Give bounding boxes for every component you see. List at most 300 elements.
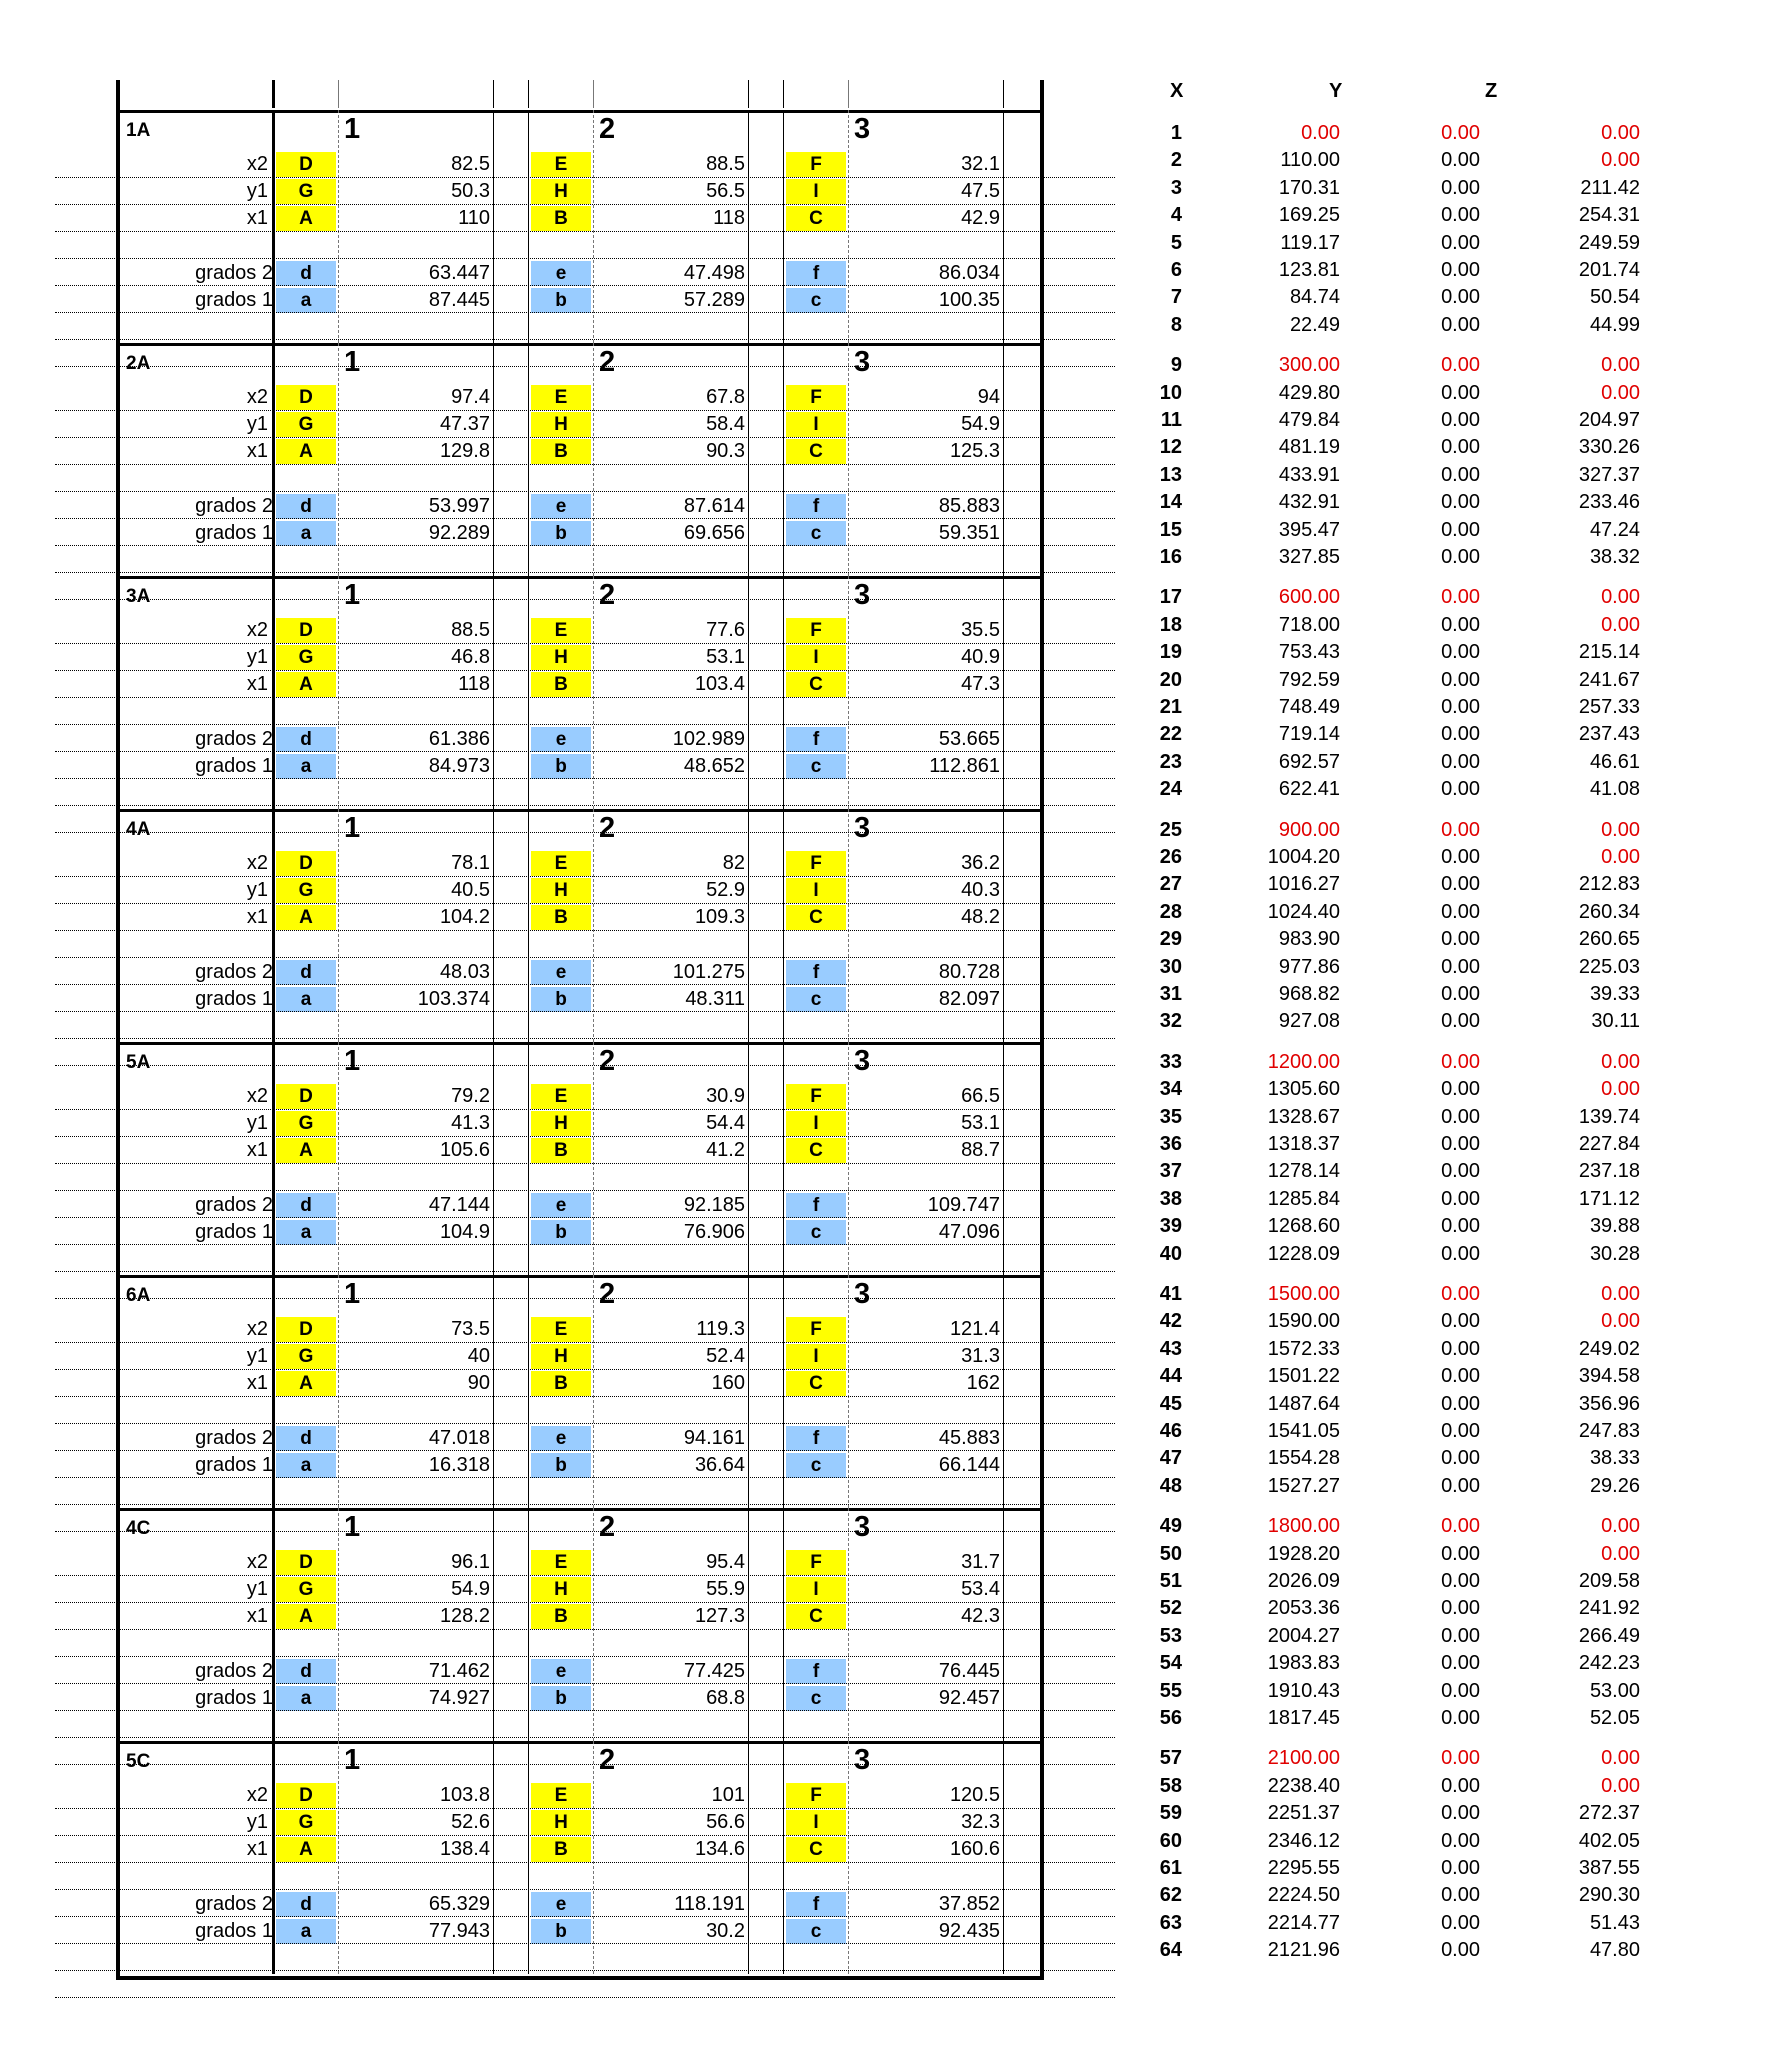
guide-line	[55, 1997, 1115, 1998]
cell-value: 128.2	[439, 1605, 490, 1627]
coord-row	[1120, 462, 1771, 489]
cell-value: 47.5	[961, 180, 1000, 202]
row-label: grados 2	[195, 1427, 273, 1449]
variable-letter: C	[786, 1604, 846, 1629]
point-index: 18	[1159, 613, 1182, 636]
point-index: 64	[1159, 1939, 1182, 1962]
guide-line	[55, 1011, 1115, 1012]
variable-letter: B	[531, 206, 591, 231]
variable-letter: I	[786, 1111, 846, 1136]
coord-x: 1200.00	[1267, 1050, 1340, 1073]
block-row	[118, 1452, 1043, 1479]
coord-y: 0.00	[1441, 1187, 1480, 1210]
coord-row	[1120, 1650, 1771, 1677]
row-label: grados 1	[195, 1454, 273, 1476]
coord-x: 977.86	[1278, 955, 1340, 978]
variable-letter: e	[531, 960, 591, 985]
cell-value: 48.311	[685, 988, 745, 1010]
group-number: 1	[344, 1278, 361, 1310]
point-index: 3	[1170, 176, 1182, 199]
cell-value: 52.4	[706, 1345, 745, 1367]
variable-letter: A	[276, 206, 336, 231]
variable-letter: D	[276, 1084, 336, 1109]
cell-value: 127.3	[694, 1605, 745, 1627]
coord-z: 0.00	[1601, 818, 1640, 841]
coord-row	[1120, 434, 1771, 461]
variable-letter: a	[276, 521, 336, 546]
group-number: 1	[344, 346, 361, 378]
coord-row	[1120, 1595, 1771, 1622]
data-block	[118, 1741, 1043, 1974]
coord-z: 204.97	[1578, 409, 1640, 431]
guide-line	[55, 1450, 1115, 1451]
bottom-border	[116, 1976, 1044, 1980]
variable-letter: B	[531, 1837, 591, 1862]
row-label: y1	[246, 1811, 268, 1833]
guide-line	[55, 724, 1115, 725]
block-row	[118, 1316, 1043, 1343]
row-label: x2	[246, 852, 268, 874]
block-row	[118, 1549, 1043, 1576]
point-index: 56	[1159, 1707, 1182, 1729]
header-column-line	[528, 80, 529, 108]
cell-value: 30.9	[706, 1085, 745, 1107]
coord-x: 300.00	[1278, 354, 1340, 377]
block-row	[118, 986, 1043, 1013]
point-index: 45	[1159, 1392, 1182, 1415]
block-top-line	[118, 1508, 1043, 1511]
coord-z: 233.46	[1578, 491, 1640, 514]
coord-row	[1120, 1008, 1771, 1035]
coord-y: 0.00	[1441, 1829, 1480, 1852]
coord-y: 0.00	[1441, 778, 1480, 801]
header-column-line	[748, 80, 749, 108]
variable-letter: H	[531, 179, 591, 204]
variable-letter: a	[276, 754, 336, 779]
coord-y: 0.00	[1441, 1283, 1480, 1305]
coord-y: 0.00	[1441, 1447, 1480, 1470]
variable-letter: e	[531, 1193, 591, 1218]
row-label: x1	[246, 1605, 268, 1627]
row-label: grados 1	[195, 289, 273, 311]
coord-y: 0.00	[1441, 149, 1480, 172]
variable-letter: H	[531, 1344, 591, 1369]
group-number: 3	[854, 1045, 871, 1077]
variable-letter: a	[276, 288, 336, 313]
point-index: 52	[1159, 1597, 1182, 1620]
point-index: 4	[1170, 204, 1182, 227]
point-index: 38	[1159, 1187, 1182, 1210]
guide-line	[55, 670, 1115, 671]
variable-letter: c	[786, 1686, 846, 1711]
coord-x: 983.90	[1278, 928, 1340, 951]
row-label: x2	[246, 153, 268, 175]
variable-letter: F	[786, 1084, 846, 1109]
variable-letter: E	[531, 1550, 591, 1575]
variable-letter: e	[531, 1892, 591, 1917]
coord-y: 0.00	[1441, 286, 1480, 309]
row-label: grados 1	[195, 988, 273, 1010]
row-label: y1	[246, 646, 268, 668]
coord-x: 1285.84	[1267, 1187, 1340, 1210]
coord-z: 272.37	[1578, 1802, 1640, 1825]
guide-line	[55, 1683, 1115, 1684]
coordinates-table	[1120, 0, 1771, 2048]
coord-z: 247.83	[1578, 1420, 1640, 1442]
guide-line	[55, 876, 1115, 877]
coord-y: 0.00	[1441, 613, 1480, 636]
block-row	[118, 1782, 1043, 1809]
coord-row	[1120, 1131, 1771, 1158]
cell-value: 92.185	[683, 1194, 745, 1216]
coord-y: 0.00	[1441, 259, 1480, 281]
header-column-line	[593, 80, 594, 108]
coord-z: 53.00	[1589, 1679, 1640, 1702]
cell-value: 36.2	[961, 852, 1000, 874]
variable-letter: G	[276, 645, 336, 670]
variable-letter: e	[531, 1426, 591, 1451]
variable-letter: F	[786, 851, 846, 876]
coord-y: 0.00	[1441, 1747, 1480, 1770]
variable-letter: E	[531, 618, 591, 643]
coord-z: 290.30	[1578, 1884, 1640, 1907]
variable-letter: G	[276, 1111, 336, 1136]
coord-z: 29.26	[1589, 1474, 1640, 1497]
variable-letter: c	[786, 521, 846, 546]
coord-z: 46.61	[1589, 750, 1640, 773]
guide-line	[55, 545, 1115, 546]
point-index: 42	[1159, 1310, 1182, 1333]
variable-letter: b	[531, 1453, 591, 1478]
point-index: 34	[1159, 1078, 1182, 1101]
guide-line	[55, 339, 1115, 340]
cell-value: 57.289	[683, 289, 745, 311]
guide-line	[55, 518, 1115, 519]
coord-x: 1328.67	[1267, 1105, 1340, 1128]
coord-y: 0.00	[1441, 1857, 1480, 1879]
cell-value: 118.191	[674, 1893, 745, 1915]
cell-value: 65.329	[428, 1893, 490, 1915]
guide-line	[55, 1916, 1115, 1917]
guide-line	[55, 437, 1115, 438]
guide-line	[55, 1369, 1115, 1370]
row-label: grados 2	[195, 1660, 273, 1682]
guide-line	[55, 572, 1115, 573]
variable-letter: I	[786, 1810, 846, 1835]
coord-y: 0.00	[1441, 1050, 1480, 1073]
coord-x: 0.00	[1301, 122, 1340, 144]
guide-line	[55, 1136, 1115, 1137]
header-column-line	[493, 80, 494, 108]
variable-letter: D	[276, 851, 336, 876]
guide-line	[55, 1504, 1115, 1505]
coord-y: 0.00	[1441, 1242, 1480, 1265]
block-row	[118, 1110, 1043, 1137]
coord-row	[1120, 1568, 1771, 1595]
coord-z: 237.43	[1578, 723, 1640, 746]
variable-letter: D	[276, 1550, 336, 1575]
group-number: 1	[344, 1744, 361, 1776]
cell-value: 41.2	[706, 1139, 745, 1161]
guide-line	[55, 1190, 1115, 1191]
coord-x: 900.00	[1278, 818, 1340, 841]
coord-y: 0.00	[1441, 1215, 1480, 1238]
guide-line	[55, 1943, 1115, 1944]
point-index: 49	[1159, 1515, 1182, 1538]
coord-row	[1120, 981, 1771, 1008]
block-row	[118, 178, 1043, 205]
point-index: 58	[1159, 1774, 1182, 1797]
variable-letter: A	[276, 1604, 336, 1629]
coord-x: 2295.55	[1267, 1857, 1340, 1879]
variable-letter: b	[531, 521, 591, 546]
coord-z: 0.00	[1601, 122, 1640, 144]
coord-row	[1120, 1445, 1771, 1472]
coord-row	[1120, 721, 1771, 748]
cell-value: 52.6	[451, 1811, 490, 1833]
block-row	[118, 1343, 1043, 1370]
block-top-line	[118, 576, 1043, 579]
coord-x: 1016.27	[1267, 873, 1340, 896]
block-label: 6A	[126, 1285, 151, 1306]
block-label: 2A	[126, 353, 151, 374]
coord-z: 211.42	[1580, 176, 1640, 199]
cell-value: 109.747	[927, 1194, 1000, 1216]
coord-y: 0.00	[1441, 1939, 1480, 1962]
header-column-line	[1003, 80, 1004, 108]
point-index: 47	[1159, 1447, 1182, 1470]
coord-row	[1120, 954, 1771, 981]
group-number: 3	[854, 1744, 871, 1776]
coord-y: 0.00	[1441, 873, 1480, 896]
guide-line	[55, 930, 1115, 931]
coord-y: 0.00	[1441, 983, 1480, 1005]
group-number: 2	[599, 812, 616, 844]
guide-line	[55, 805, 1115, 806]
coord-row	[1120, 1541, 1771, 1568]
coord-z: 227.84	[1578, 1133, 1640, 1155]
coord-row	[1120, 1049, 1771, 1076]
coord-row	[1120, 1855, 1771, 1882]
cell-value: 86.034	[938, 262, 1000, 284]
guide-line	[55, 1710, 1115, 1711]
coord-z: 249.02	[1578, 1337, 1640, 1360]
coord-z: 39.33	[1589, 983, 1640, 1005]
coord-row	[1120, 202, 1771, 229]
coord-z: 0.00	[1601, 1283, 1640, 1305]
coord-x: 1817.45	[1267, 1707, 1340, 1729]
cell-value: 120.5	[949, 1784, 1000, 1806]
guide-line	[55, 1163, 1115, 1164]
cell-value: 95.4	[706, 1551, 745, 1573]
coord-row	[1120, 612, 1771, 639]
point-index: 14	[1159, 491, 1182, 514]
cell-value: 80.728	[938, 961, 1000, 983]
variable-letter: d	[276, 1426, 336, 1451]
group-number: 2	[599, 1278, 616, 1310]
coord-x: 1527.27	[1267, 1474, 1340, 1497]
cell-value: 53.1	[961, 1112, 1000, 1134]
coord-x: 22.49	[1289, 313, 1340, 336]
cell-value: 36.64	[694, 1454, 745, 1476]
group-number: 1	[344, 113, 361, 145]
guide-line	[55, 1889, 1115, 1890]
cell-value: 92.457	[938, 1687, 1000, 1709]
block-row	[118, 1137, 1043, 1164]
variable-letter: H	[531, 1810, 591, 1835]
coord-x: 479.84	[1278, 409, 1340, 431]
coord-row	[1120, 1705, 1771, 1732]
cell-value: 31.7	[961, 1551, 1000, 1573]
row-label: grados 1	[195, 522, 273, 544]
coord-row	[1120, 175, 1771, 202]
coord-row	[1120, 380, 1771, 407]
variable-letter: A	[276, 672, 336, 697]
coord-z: 30.28	[1589, 1242, 1640, 1265]
coord-z: 0.00	[1601, 1774, 1640, 1797]
variable-letter: G	[276, 1577, 336, 1602]
row-label: x2	[246, 1784, 268, 1806]
row-label: grados 1	[195, 1920, 273, 1942]
block-label: 4A	[126, 819, 151, 840]
cell-value: 77.943	[428, 1920, 490, 1942]
coord-y: 0.00	[1441, 1570, 1480, 1592]
variable-letter: b	[531, 1220, 591, 1245]
point-index: 63	[1159, 1911, 1182, 1934]
coord-y: 0.00	[1441, 436, 1480, 459]
coord-x: 1278.14	[1267, 1160, 1340, 1183]
coord-z: 0.00	[1601, 1310, 1640, 1333]
variable-letter: G	[276, 1344, 336, 1369]
block-row	[118, 877, 1043, 904]
coord-x: 2100.00	[1267, 1747, 1340, 1770]
coord-z: 52.05	[1589, 1707, 1640, 1729]
variable-letter: E	[531, 1084, 591, 1109]
point-index: 44	[1159, 1365, 1182, 1388]
cell-value: 79.2	[451, 1085, 490, 1107]
coord-x: 327.85	[1278, 546, 1340, 568]
variable-letter: c	[786, 987, 846, 1012]
variable-letter: c	[786, 754, 846, 779]
variable-letter: C	[786, 905, 846, 930]
point-index: 22	[1159, 723, 1182, 746]
point-index: 21	[1159, 696, 1182, 718]
coord-x: 2238.40	[1267, 1774, 1340, 1797]
cell-value: 76.445	[938, 1660, 1000, 1682]
group-number: 1	[344, 579, 361, 611]
guide-line	[55, 258, 1115, 259]
coord-row	[1120, 639, 1771, 666]
coord-row	[1120, 517, 1771, 544]
point-index: 28	[1159, 900, 1182, 923]
coord-z: 47.24	[1589, 518, 1640, 541]
point-index: 62	[1159, 1884, 1182, 1907]
data-block	[118, 1275, 1043, 1508]
guide-line	[55, 1342, 1115, 1343]
coord-z: 0.00	[1601, 1078, 1640, 1101]
coord-z: 249.59	[1578, 231, 1640, 254]
row-label: x1	[246, 906, 268, 928]
row-label: x1	[246, 1372, 268, 1394]
variable-letter: b	[531, 987, 591, 1012]
cell-value: 103.374	[417, 988, 490, 1010]
coord-y: 0.00	[1441, 1365, 1480, 1388]
point-index: 5	[1170, 231, 1182, 254]
row-label: grados 2	[195, 1194, 273, 1216]
coord-x: 748.49	[1278, 696, 1340, 718]
cell-value: 138.4	[439, 1838, 490, 1860]
guide-line	[55, 1271, 1115, 1272]
cell-value: 87.445	[428, 289, 490, 311]
coord-z: 266.49	[1578, 1624, 1640, 1647]
variable-letter: C	[786, 439, 846, 464]
point-index: 55	[1159, 1679, 1182, 1702]
cell-value: 104.2	[439, 906, 490, 928]
variable-letter: f	[786, 1659, 846, 1684]
cell-value: 103.4	[694, 673, 745, 695]
coord-row	[1120, 1773, 1771, 1800]
point-index: 59	[1159, 1802, 1182, 1825]
coord-row	[1120, 1391, 1771, 1418]
coord-x: 1590.00	[1267, 1310, 1340, 1333]
point-index: 46	[1159, 1420, 1182, 1442]
coord-y: 0.00	[1441, 1707, 1480, 1729]
row-label: grados 2	[195, 262, 273, 284]
coord-x: 432.91	[1278, 491, 1340, 514]
group-number: 1	[344, 812, 361, 844]
coord-z: 260.34	[1578, 900, 1640, 923]
variable-letter: I	[786, 1344, 846, 1369]
variable-letter: G	[276, 1810, 336, 1835]
coord-x: 927.08	[1278, 1010, 1340, 1033]
block-top-line	[118, 110, 1043, 113]
point-index: 13	[1159, 463, 1182, 486]
variable-letter: d	[276, 261, 336, 286]
guide-line	[55, 984, 1115, 985]
cell-value: 47.096	[938, 1221, 1000, 1243]
coord-y: 0.00	[1441, 1310, 1480, 1333]
coord-x: 2121.96	[1267, 1939, 1340, 1962]
point-index: 23	[1159, 750, 1182, 773]
coord-y: 0.00	[1441, 1884, 1480, 1907]
cell-value: 112.861	[929, 755, 1000, 777]
block-row	[118, 1918, 1043, 1945]
coord-y: 0.00	[1441, 354, 1480, 377]
row-label: y1	[246, 1345, 268, 1367]
point-index: 54	[1159, 1652, 1182, 1675]
cell-value: 96.1	[451, 1551, 490, 1573]
guide-line	[55, 778, 1115, 779]
coord-z: 237.18	[1578, 1160, 1640, 1183]
coord-y: 0.00	[1441, 463, 1480, 486]
cell-value: 88.5	[706, 153, 745, 175]
variable-letter: b	[531, 1686, 591, 1711]
header-z: Z	[1485, 80, 1498, 102]
block-label: 3A	[126, 586, 151, 607]
coord-x: 1554.28	[1267, 1447, 1340, 1470]
variable-letter: F	[786, 1317, 846, 1342]
coord-x: 622.41	[1278, 778, 1340, 801]
group-number: 3	[854, 346, 871, 378]
row-label: grados 1	[195, 755, 273, 777]
coord-z: 0.00	[1601, 586, 1640, 609]
block-label: 4C	[126, 1518, 151, 1539]
coord-y: 0.00	[1441, 750, 1480, 773]
cell-value: 125.3	[949, 440, 1000, 462]
cell-value: 16.318	[428, 1454, 490, 1476]
cell-value: 162	[966, 1372, 1000, 1394]
coord-y: 0.00	[1441, 846, 1480, 868]
